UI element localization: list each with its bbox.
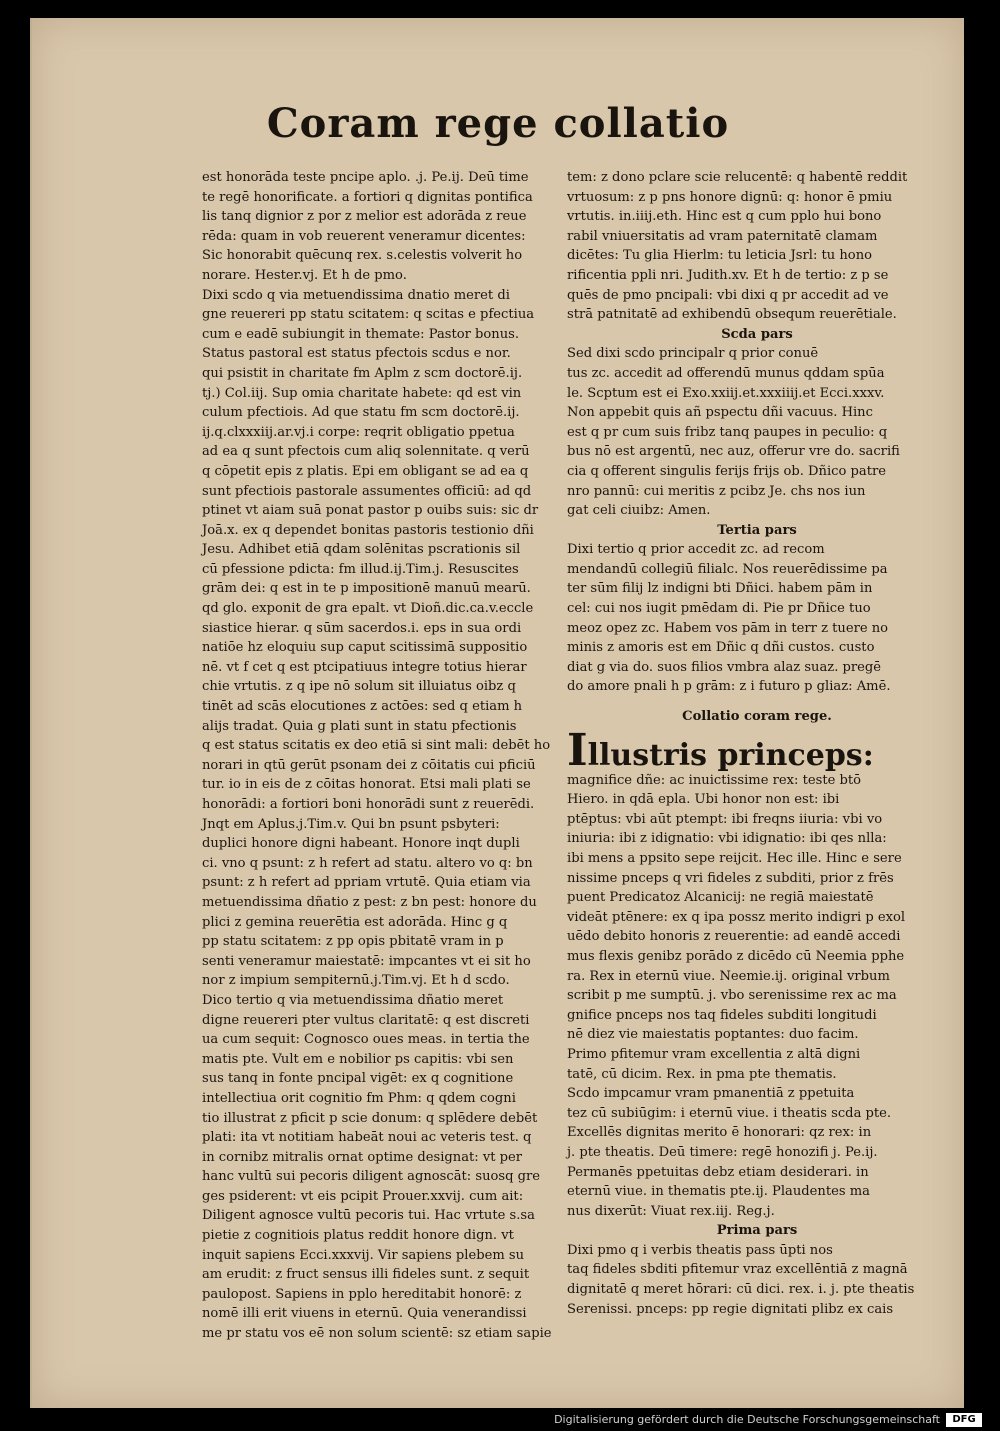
- text-line: in cornibz mitralis ornat optime designat: vt per: [202, 1149, 523, 1165]
- text-line: me pr statu vos eē non solum scientē: sz etiam sapie: [202, 1326, 552, 1342]
- text-line: Status pastoral est status pfectois scdus e nor.: [202, 346, 511, 362]
- text-line: Diligent agnosce vultū pecoris tui. Hac vrtute s.sa: [202, 1208, 535, 1224]
- text-line: culum pfectiois. Ad que statu fm scm doctorē.ij.: [202, 405, 520, 421]
- text-line: Jesu. Adhibet etiā qdam solēnitas pscrationis sil: [202, 542, 521, 558]
- text-line: rificentia ppli nri. Judith.xv. Et h de tertio: z p se: [567, 267, 889, 283]
- sermon-heading: [567, 724, 947, 776]
- text-line: rēda: quam in vob reuerent veneramur dicentes:: [202, 228, 526, 244]
- text-line: taq fideles sbditi pfitemur vraz excellēntiā z magnā: [567, 1262, 908, 1278]
- text-line: dignitatē q meret hōrari: cū dici. rex. i. j. pte theatis: [567, 1282, 915, 1298]
- text-line: pietie z cognitiois platus reddit honore dign. vt: [202, 1228, 514, 1244]
- digitization-credit: Digitalisierung gefördert durch die Deutsche Forschungsgemeinschaft: [554, 1413, 940, 1426]
- text-line: ra. Rex in eternū viue. Neemie.ij. original vrbum: [567, 968, 890, 984]
- section-heading-prima: Prima pars: [716, 1223, 798, 1239]
- text-line: tatē, cū dicim. Rex. in pma pte thematis.: [567, 1066, 837, 1082]
- text-line: nro pannū: cui meritis z pcibz Je. chs nos iun: [567, 483, 866, 499]
- text-line: siastice hierar. q sūm sacerdos.i. eps in sua ordi: [202, 620, 522, 636]
- text-line: le. Scptum est ei Exo.xxiij.et.xxxiiij.et Ecci.xxxv.: [567, 385, 885, 401]
- text-line: alijs tradat. Quia g plati sunt in statu pfectionis: [202, 718, 517, 734]
- text-line: iniuria: ibi z idignatio: vbi idignatio: ibi qes nlla:: [567, 831, 887, 847]
- text-line: gne reuereri pp statu scitatem: q scitas e pfectiua: [202, 307, 535, 323]
- text-line: lis tanq dignior z por z melior est adorāda z reue: [202, 209, 527, 225]
- text-line: psunt: z h refert ad ppriam vrtutē. Quia etiam via: [202, 875, 531, 891]
- decorated-initial: I: [567, 724, 588, 776]
- text-line: nus dixerūt: Viuat rex.iij. Reg.j.: [567, 1203, 775, 1219]
- text-line: chie vrtutis. z q ipe nō solum sit illuiatus oibz q: [202, 679, 516, 695]
- text-line: intellectiua orit cognitio fm Phm: q qdem cogni: [202, 1090, 516, 1106]
- text-line: Primo pfitemur vram excellentia z altā digni: [567, 1046, 861, 1062]
- text-line: sunt pfectiois pastorale assumentes officiū: ad qd: [202, 483, 532, 499]
- text-line: scribit p me sumptū. j. vbo serenissime rex ac ma: [567, 988, 897, 1004]
- text-line: ua cum sequit: Cognosco oues meas. in tertia the: [202, 1032, 530, 1048]
- text-line: vrtutis. in.iiij.eth. Hinc est q cum pplo hui bono: [567, 209, 882, 225]
- text-line: tus zc. accedit ad offerendū munus qddam spūa: [567, 365, 885, 381]
- text-line: Hiero. in qdā epla. Ubi honor non est: ibi: [567, 792, 840, 808]
- right-block-2: [567, 344, 947, 520]
- text-line: est honorāda teste pncipe aplo. .j. Pe.ij. Deū time: [202, 170, 529, 185]
- text-line: tur. io in eis de z cōitas honorat. Etsi mali plati se: [202, 777, 531, 793]
- text-line: sus tanq in fonte pncipal vigēt: ex q cognitione: [202, 1071, 514, 1087]
- heading-text: llustris princeps:: [587, 737, 874, 773]
- text-line: tj.) Col.iij. Sup omia charitate habete: qd est vin: [202, 385, 522, 401]
- text-line: Scdo impcamur vram pmanentiā z ppetuita: [567, 1086, 855, 1102]
- text-line: uēdo debito honoris z reuerentie: ad eandē accedi: [567, 929, 901, 945]
- text-line: pp statu scitatem: z pp opis pbitatē vram in p: [202, 934, 504, 950]
- text-line: do amore pnali h p grām: z i futuro p gliaz: Amē.: [567, 679, 891, 695]
- text-line: tinēt ad scās elocutiones z actōes: sed q etiam h: [202, 699, 523, 715]
- text-line: Dico tertio q via metuendissima dñatio meret: [202, 992, 504, 1008]
- text-line: q cōpetit epis z platis. Epi em obligant se ad ea q: [202, 463, 529, 479]
- section-heading-tertia: Tertia pars: [717, 522, 797, 538]
- text-line: ptinet vt aiam suā ponat pastor p ouibs suis: sic dr: [202, 503, 539, 519]
- dfg-logo: DFG: [946, 1413, 982, 1427]
- text-line: eternū viue. in thematis pte.ij. Plaudentes ma: [567, 1184, 870, 1200]
- text-line: paulopost. Sapiens in pplo hereditabit honorē: z: [202, 1286, 522, 1302]
- text-line: duplici honore digni habeant. Honore inqt dupli: [202, 836, 520, 852]
- right-block-1: [567, 168, 947, 325]
- book-page: [30, 18, 964, 1408]
- text-line: videāt ptēnere: ex q ipa possz merito indigri p exol: [567, 909, 906, 925]
- text-line: qd glo. exponit de gra epalt. vt Dioñ.dic.ca.v.eccle: [202, 601, 534, 617]
- text-line: magnifice dñe: ac inuictissime rex: teste btō: [567, 772, 862, 788]
- text-line: tem: z dono pclare scie relucentē: q habentē reddit: [567, 170, 908, 185]
- text-line: metuendissima dñatio z pest: z bn pest: honore du: [202, 894, 537, 910]
- text-line: est q pr cum suis fribz tanq paupes in peculio: q: [567, 424, 888, 440]
- text-line: ci. vno q psunt: z h refert ad statu. altero vo q: bn: [202, 855, 533, 871]
- text-line: mendandū collegiū filialc. Nos reuerēdissime pa: [567, 561, 888, 577]
- text-line: bus nō est argentū, nec auz, offerur vre do. sacrifi: [567, 444, 900, 460]
- text-line: ad ea q sunt pfectois cum aliq solennitate. q verū: [202, 444, 530, 460]
- text-line: nomē illi erit viuens in eternū. Quia venerandissi: [202, 1306, 527, 1322]
- text-line: gnifice pnceps nos taq fideles subditi longitudi: [567, 1007, 877, 1023]
- text-line: ges psiderent: vt eis pcipit Prouer.xxvij. cum ait:: [202, 1188, 524, 1204]
- section-heading-secunda: Scda pars: [721, 326, 793, 342]
- text-line: grām dei: q est in te p impositionē manuū mearū.: [202, 581, 531, 597]
- text-line: ptēptus: vbi aūt ptempt: ibi freqns iiuria: vbi vo: [567, 811, 883, 827]
- text-line: nē. vt f cet q est ptcipatiuus integre totius hierar: [202, 659, 527, 675]
- text-line: Permanēs ppetuitas debz etiam desiderari. in: [567, 1164, 869, 1180]
- text-line: tez cū subiūgim: i eternū viue. i theatis scda pte.: [567, 1105, 892, 1121]
- text-line: strā patnitatē ad exhibendū obsequm reuerētiale.: [567, 307, 897, 323]
- text-line: minis z amoris est em Dñic q dñi custos. custo: [567, 640, 875, 656]
- text-line: hanc vultū sui pecoris diligent agnoscāt: suosq gre: [202, 1169, 541, 1185]
- right-block-3: [567, 540, 947, 697]
- text-line: plati: ita vt notitiam habeāt noui ac veteris test. q: [202, 1130, 532, 1146]
- text-line: norari in qtū gerūt psonam dei z cōitatis cui pficiū: [202, 757, 536, 773]
- text-line: ij.q.clxxxiij.ar.vj.i corpe: reqrit obligatio ppetua: [202, 424, 515, 440]
- text-line: Sed dixi scdo principalr q prior conuē: [567, 346, 819, 362]
- right-block-6: [567, 1241, 947, 1319]
- text-line: natiōe hz eloquiu sup caput scitissimā suppositio: [202, 640, 528, 656]
- text-line: Jnqt em Aplus.j.Tim.v. Qui bn psunt psbyteri:: [202, 816, 500, 832]
- collatio-label: Collatio coram rege.: [682, 709, 832, 725]
- text-line: mus flexis genibz porādo z dicēdo cū Neemia pphe: [567, 948, 905, 964]
- text-line: meoz opez zc. Habem vos pām in terr z tuere no: [567, 620, 889, 636]
- text-line: te regē honorificate. a fortiori q dignitas pontifica: [202, 189, 533, 205]
- text-line: q est status scitatis ex deo etiā si sint mali: debēt ho: [202, 738, 551, 754]
- text-line: Dixi tertio q prior accedit zc. ad recom: [567, 542, 825, 558]
- left-text-column: [202, 168, 577, 1342]
- running-head: Coram rege collatio: [266, 100, 730, 147]
- text-line: Dixi scdo q via metuendissima dnatio meret di: [202, 287, 510, 303]
- text-line: gat celi ciuibz: Amen.: [567, 503, 711, 519]
- text-line: qui psistit in charitate fm Aplm z scm doctorē.ij.: [202, 365, 523, 381]
- text-line: cel: cui nos iugit pmēdam di. Pie pr Dñice tuo: [567, 601, 871, 617]
- text-line: Joā.x. ex q dependet bonitas pastoris testionio dñi: [202, 522, 534, 538]
- text-line: senti veneramur maiestatē: impcantes vt ei sit ho: [202, 953, 531, 969]
- text-line: nē diez vie maiestatis poptantes: duo facim.: [567, 1027, 859, 1043]
- text-line: j. pte theatis. Deū timere: regē honozifi j. Pe.ij.: [567, 1144, 878, 1160]
- text-line: Sic honorabit quēcunq rex. s.celestis volverit ho: [202, 248, 523, 264]
- text-line: matis pte. Vult em e nobilior ps capitis: vbi sen: [202, 1051, 514, 1067]
- text-line: ibi mens a ppsito sepe reijcit. Hec ille. Hinc e sere: [567, 851, 902, 866]
- text-line: rabil vniuersitatis ad vram paternitatē clamam: [567, 228, 878, 244]
- text-line: Dixi pmo q i verbis theatis pass ūpti nos: [567, 1242, 833, 1258]
- text-line: puent Predicatoz Alcanicij: ne regiā maiestatē: [567, 890, 874, 906]
- text-line: am erudit: z fruct sensus illi fideles sunt. z sequit: [202, 1267, 530, 1283]
- text-line: vrtuosum: z p pns honore dignū: q: honor ē pmiu: [567, 189, 893, 205]
- right-block-4: [567, 771, 947, 1045]
- text-line: Serenissi. pnceps: pp regie dignitati plibz ex cais: [567, 1301, 894, 1317]
- text-line: honorādi: a fortiori boni honorādi sunt z reuerēdi.: [202, 797, 535, 812]
- text-line: diat g via do. suos filios vmbra alaz suaz. pregē: [567, 659, 882, 675]
- right-text-column: [567, 168, 947, 1317]
- right-block-5: [567, 1045, 947, 1221]
- text-line: digne reuereri pter vultus claritatē: q est discreti: [202, 1012, 530, 1028]
- text-line: cia q offerent singulis ferijs frijs ob. Dñico patre: [567, 463, 887, 479]
- text-line: plici z gemina reuerētia est adorāda. Hinc g q: [202, 914, 508, 930]
- text-line: dicētes: Tu glia Hierlm: tu leticia Jsrl: tu hono: [567, 248, 873, 264]
- text-line: ter sūm filij lz indigni bti Dñici. habem pām in: [567, 581, 873, 597]
- text-line: nor z impium sempiternū.j.Tim.vj. Et h d scdo.: [202, 973, 510, 989]
- text-line: Excellēs dignitas merito ē honorari: qz rex: in: [567, 1125, 872, 1141]
- text-line: Non appebit quis añ pspectu dñi vacuus. Hinc: [567, 405, 873, 421]
- text-line: quēs de pmo pncipali: vbi dixi q pr accedit ad ve: [567, 287, 889, 303]
- text-line: tio illustrat z pficit p scie donum: q splēdere debēt: [202, 1110, 538, 1126]
- text-line: inquit sapiens Ecci.xxxvij. Vir sapiens plebem su: [202, 1247, 525, 1263]
- text-line: cum e eadē subiungit in themate: Pastor bonus.: [202, 326, 520, 342]
- text-line: nissime pnceps q vri fideles z subditi, prior z frēs: [567, 870, 894, 886]
- text-line: cū pfessione pdicta: fm illud.ij.Tim.j. Resuscites: [202, 561, 519, 577]
- text-line: norare. Hester.vj. Et h de pmo.: [202, 267, 407, 283]
